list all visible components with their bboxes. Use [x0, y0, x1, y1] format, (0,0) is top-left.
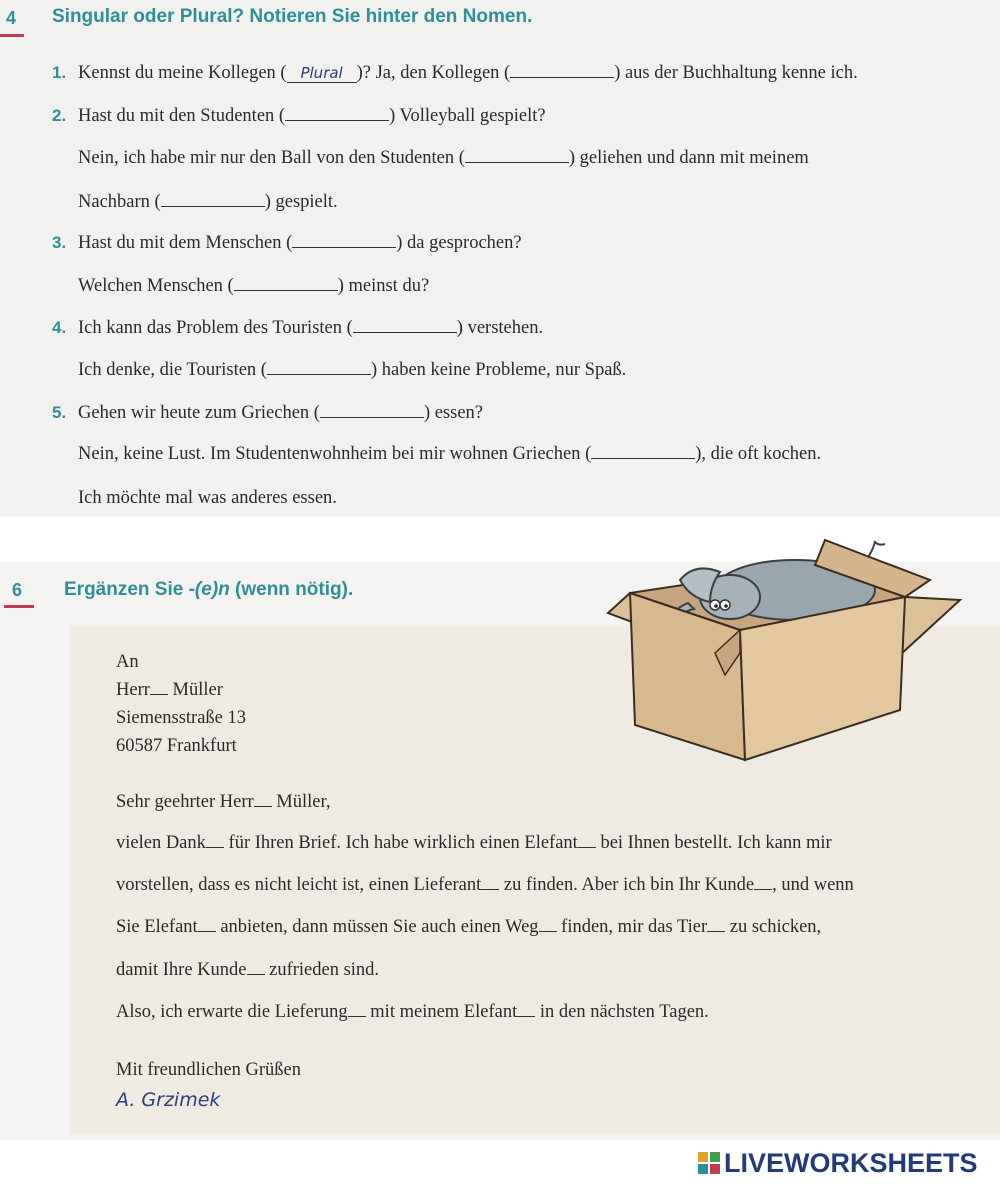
address-street: Siemensstraße 13: [116, 708, 246, 728]
blank-input[interactable]: [578, 833, 596, 848]
ex4-line-6: Welchen Menschen ( ) meinst du?: [78, 276, 430, 296]
blank-input[interactable]: [517, 1002, 535, 1017]
letter-line-1: vielen Dank für Ihren Brief. Ich habe wirklich einen Elefant bei Ihnen bestellt. Ich kann mir: [116, 833, 832, 853]
blank-input[interactable]: [247, 960, 265, 975]
blank-input[interactable]: [161, 192, 265, 207]
blank-input[interactable]: [353, 318, 457, 333]
letter-line-3: Sie Elefant anbieten, dann müssen Sie auch einen Weg finden, mir das Tier zu schicken,: [116, 917, 822, 937]
ex4-line-2: 2. Hast du mit den Studenten ( ) Volleyball gespielt?: [52, 106, 546, 126]
blank-input[interactable]: [198, 917, 216, 932]
exercise-4-title: Singular oder Plural? Notieren Sie hinter den Nomen.: [52, 6, 533, 27]
exercise-6-marker: [4, 605, 34, 608]
letter-line-4: damit Ihre Kunde zufrieden sind.: [116, 960, 380, 980]
ex4-line-7: 4. Ich kann das Problem des Touristen ( ) verstehen.: [52, 318, 544, 338]
ex4-line-4: Nachbarn ( ) gespielt.: [78, 192, 338, 212]
blank-input[interactable]: [206, 833, 224, 848]
ex4-line-5: 3. Hast du mit dem Menschen ( ) da gesprochen?: [52, 233, 522, 253]
ex4-line-9: 5. Gehen wir heute zum Griechen ( ) essen?: [52, 403, 484, 423]
blank-input[interactable]: [465, 148, 569, 163]
exercise-6-number: 6: [12, 580, 23, 600]
answer-plural: Plural: [287, 64, 357, 83]
signature: A. Grzimek: [116, 1089, 221, 1111]
blank-input[interactable]: [707, 917, 725, 932]
liveworksheets-logo-icon: [698, 1152, 720, 1174]
blank-input[interactable]: [285, 106, 389, 121]
blank-input[interactable]: [320, 403, 424, 418]
blank-input[interactable]: [348, 1002, 366, 1017]
elephant-in-box-illustration: [600, 535, 970, 765]
ex4-line-3: Nein, ich habe mir nur den Ball von den Studenten ( ) geliehen und dann mit meinem: [78, 148, 809, 168]
ex4-line-11: Ich möchte mal was anderes essen.: [78, 488, 337, 508]
exercise-6-title: Ergänzen Sie -(e)n (wenn nötig).: [64, 579, 354, 600]
blank-input[interactable]: [754, 875, 772, 890]
salutation: Sehr geehrter Herr Müller,: [116, 792, 331, 812]
ex4-line-10: Nein, keine Lust. Im Studentenwohnheim bei mir wohnen Griechen ( ), die oft kochen.: [78, 444, 822, 464]
closing: Mit freundlichen Grüßen: [116, 1060, 301, 1080]
blank-input[interactable]: [234, 276, 338, 291]
blank-input[interactable]: [539, 917, 557, 932]
blank-input[interactable]: [481, 875, 499, 890]
address-city: 60587 Frankfurt: [116, 736, 237, 756]
blank-input[interactable]: [254, 792, 272, 807]
letter-line-2: vorstellen, dass es nicht leicht ist, einen Lieferant zu finden. Aber ich bin Ihr Kunde , und wenn: [116, 875, 854, 895]
exercise-4-number: 4: [6, 8, 17, 28]
blank-input[interactable]: [292, 233, 396, 248]
letter-line-5: Also, ich erwarte die Lieferung mit meinem Elefant in den nächsten Tagen.: [116, 1002, 709, 1022]
blank-input[interactable]: [267, 360, 371, 375]
ex4-line-1: 1. Kennst du meine Kollegen ( Plural )? Ja, den Kollegen ( ) aus der Buchhaltung kenne ich.: [52, 63, 858, 83]
ex4-line-8: Ich denke, die Touristen ( ) haben keine Probleme, nur Spaß.: [78, 360, 627, 380]
liveworksheets-logo[interactable]: LIVEWORKSHEETS: [724, 1148, 978, 1178]
blank-input[interactable]: [150, 680, 168, 695]
address-name: Herr Müller: [116, 680, 223, 700]
address-an: An: [116, 652, 139, 672]
blank-input[interactable]: [591, 444, 695, 459]
blank-input[interactable]: [510, 63, 614, 78]
exercise-4-marker: [0, 34, 24, 37]
